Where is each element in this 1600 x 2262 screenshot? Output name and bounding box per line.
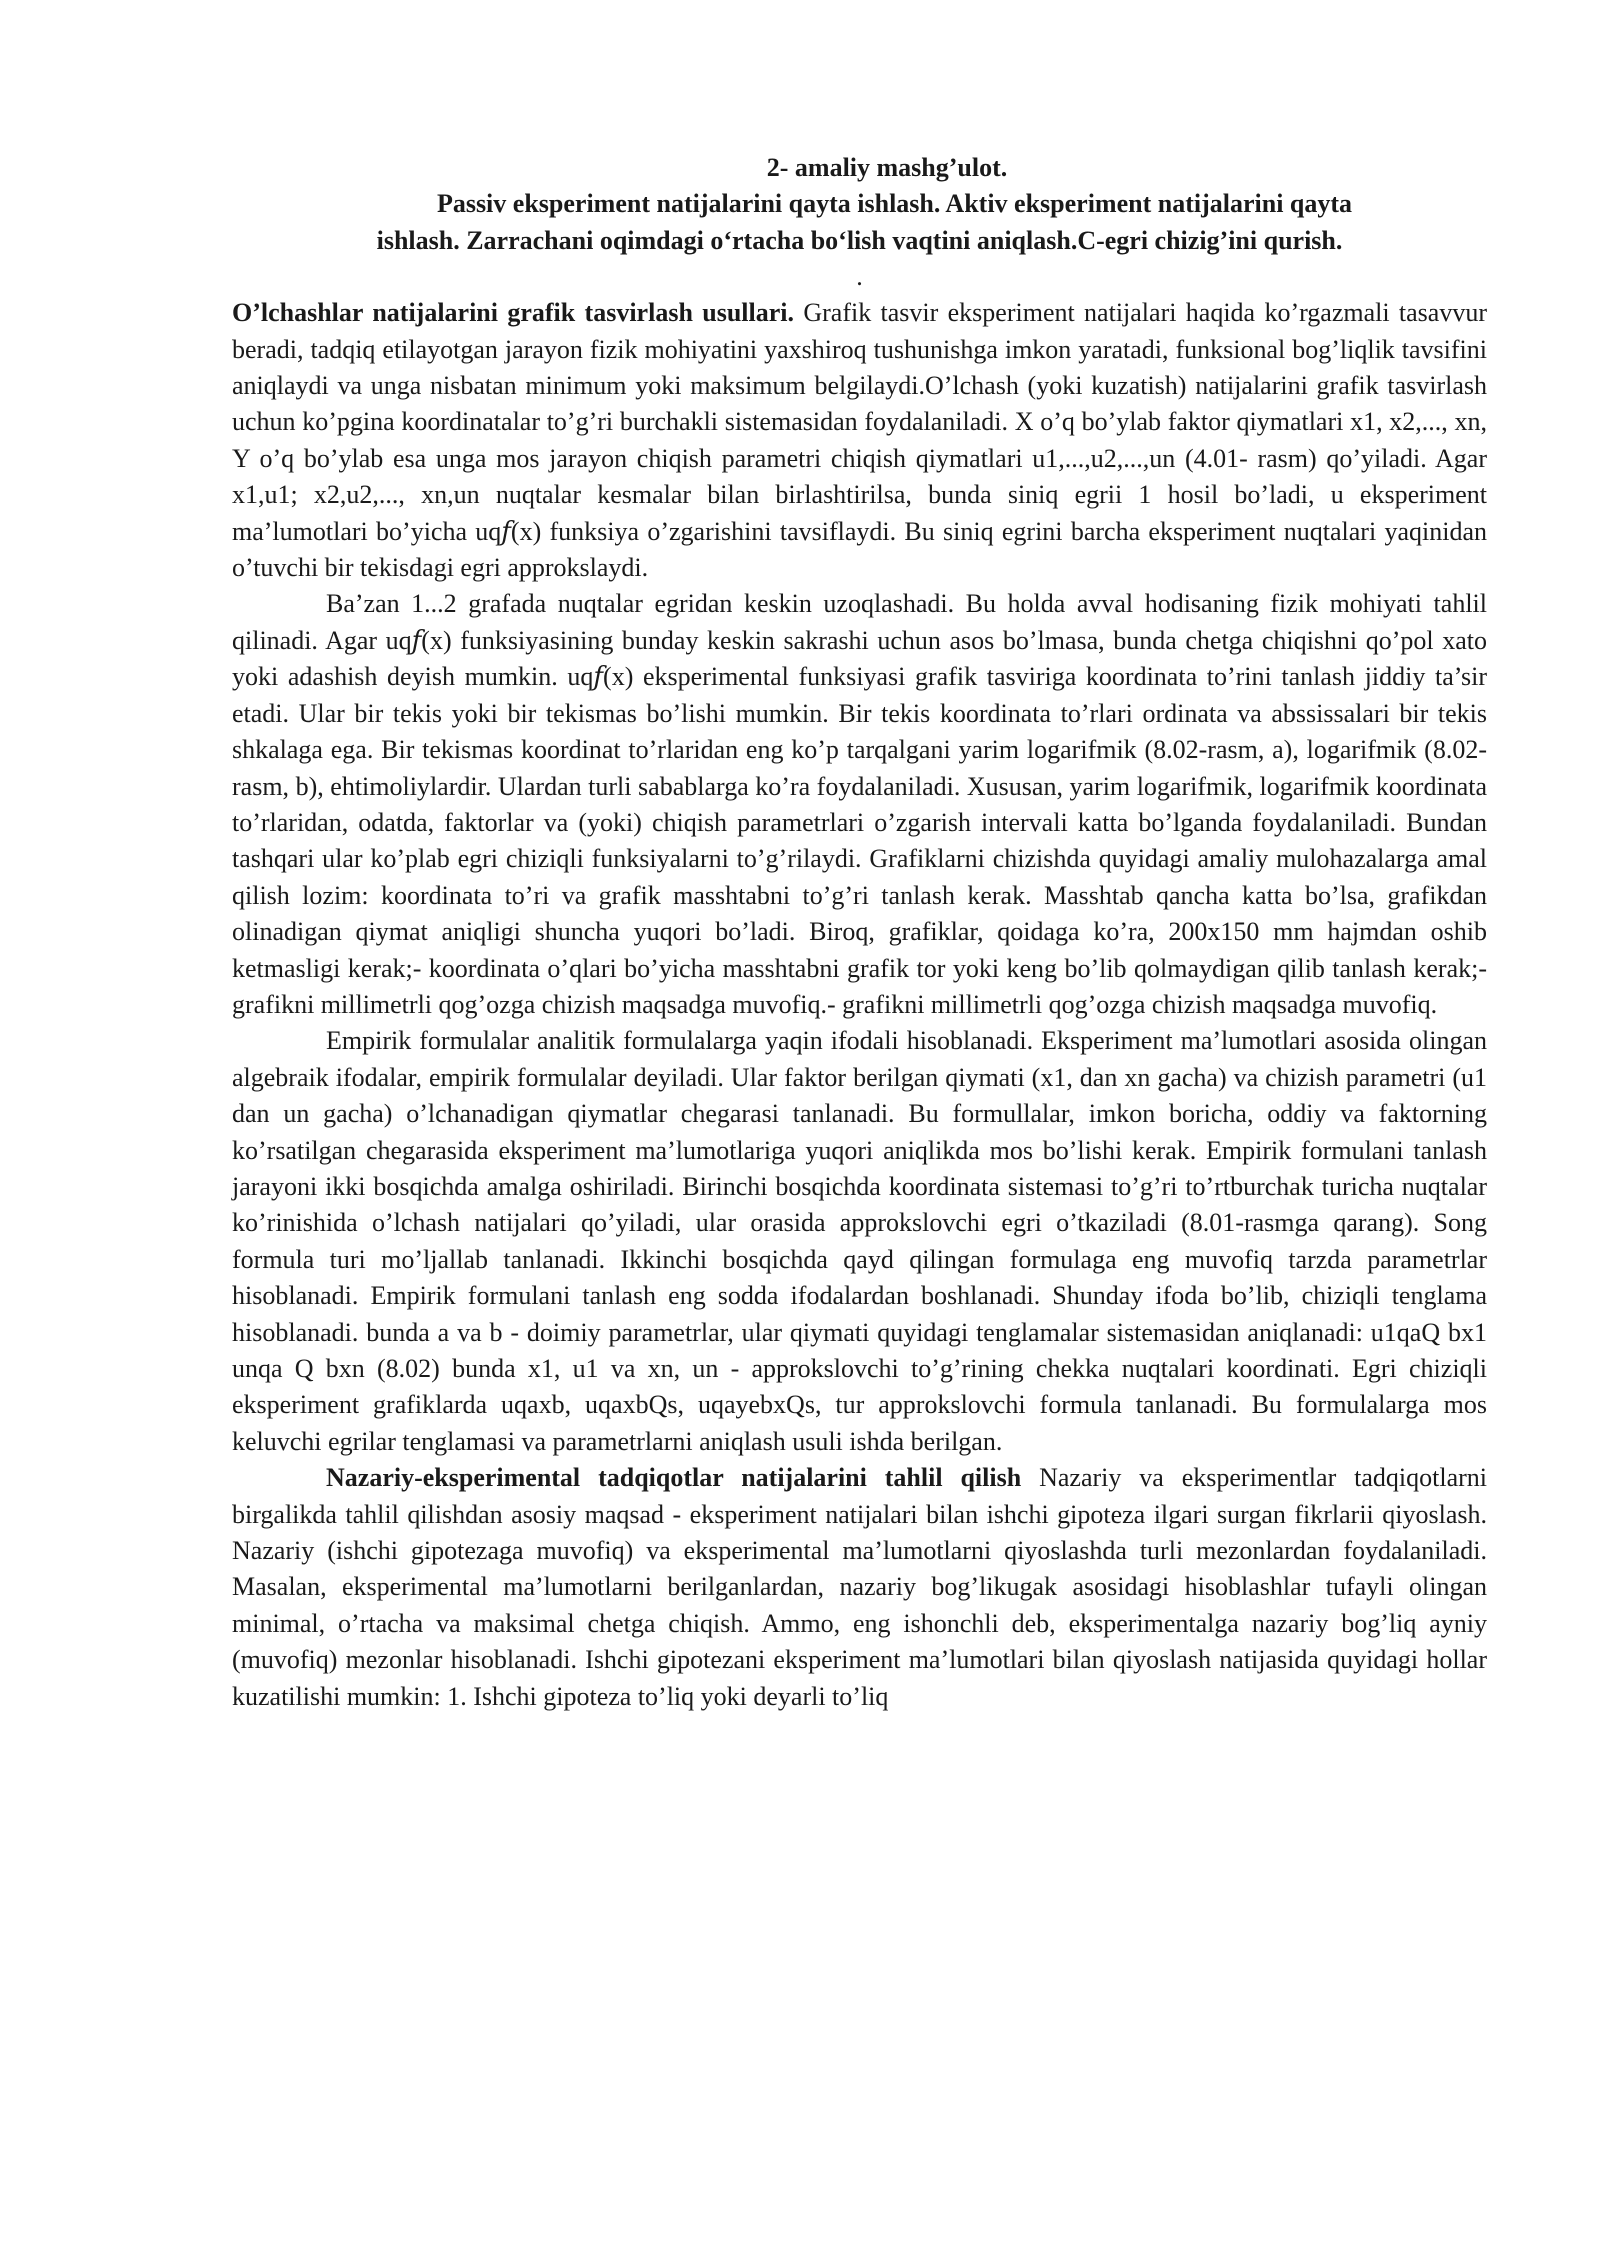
subtitle-line-1: Passiv eksperiment natijalarini qayta ishlash. Aktiv eksperiment natijalarini qayta [436, 189, 1353, 219]
subtitle-line-2: ishlash. Zarrachani oqimdagi oʻrtacha boʻlish vaqtini aniqlash.C-egri chizig’ini qurish. [376, 225, 1343, 255]
document-heading [232, 150, 1487, 295]
paragraph-empirical-formulas [232, 1023, 1487, 1460]
paragraph-deviations [232, 586, 1487, 1023]
paragraph-theoretical-analysis [232, 1460, 1487, 1715]
page-title: 2- amaliy mashg’ulot. [766, 153, 1008, 182]
section-heading-theoretical-analysis: Nazariy-eksperimental tadqiqotlar natijalarini tahlil qilish [326, 1463, 1022, 1493]
paragraph-graphic-methods [232, 295, 1487, 586]
heading-separator: . [856, 262, 863, 292]
paragraph-text: Grafik tasvir eksperiment natijalari haqida ko’rgazmali tasavvur beradi, tadqiq etilayotgan jarayon fizik mohiyatini yaxshiroq tushunishga imkon yaratadi, funksional bog’liqlik tavsifini aniqlaydi va unga nisbatan minimum yoki maksimum belgilaydi.O’lchash (yoki kuzatish) natijalarini grafik tasvirlash uchun ko’pgina koordinatalar to’g’ri burchakli sistemasidan foydalaniladi. X o’q bo’ylab faktor qiymatlari x1, x2,..., xn, Y o’q bo’ylab esa unga mos jarayon chiqish parametri chiqish qiymatlari u1,...,u2,...,un (4.01- rasm) qo’yiladi. Agar x1,u1; x2,u2,..., xn,un nuqtalar kesmalar bilan birlashtirilsa, bunda siniq egrii 1 hosil bo’ladi, u eksperiment ma’lumotlari bo’yicha uq𝑓(x) funksiya o’zgarishini tavsiflaydi. Bu siniq egrini barcha eksperiment nuqtalari yaqinidan o’tuvchi bir tekisdagi egri approkslaydi. [232, 298, 1488, 583]
paragraph-text: Nazariy va eksperimentlar tadqiqotlarni birgalikda tahlil qilishdan asosiy maqsad - eksperiment natijalari bilan ishchi gipoteza ilgari surgan fikrlarii qiyoslash. Nazariy (ishchi gipotezaga muvofiq) va eksperimental ma’lumotlarni qiyoslashda turli mezonlardan foydalaniladi. Masalan, eksperimental ma’lumotlarni berilganlardan, nazariy bog’likugak asosidagi hisoblashlar tufayli olingan minimal, o’rtacha va maksimal chetga chiqish. Ammo, eng ishonchli deb, eksperimentalga nazariy bog’liq ayniy (muvofiq) mezonlar hisoblanadi. Ishchi gipotezani eksperiment ma’lumotlari bilan qiyoslash natijasida quyidagi hollar kuzatilishi mumkin: 1. Ishchi gipoteza to’liq yoki deyarli to’liq [232, 1463, 1487, 1711]
document-page [232, 150, 1487, 1715]
paragraph-text: Empirik formulalar analitik formulalarga yaqin ifodali hisoblanadi. Eksperiment ma’lumotlari asosida olingan algebraik ifodalar, empirik formulalar deyiladi. Ular faktor berilgan qiymati (x1, dan xn gacha) va chizish parametri (u1 dan un gacha) o’lchanadigan qiymatlar chegarasi tanlanadi. Bu formullalar, imkon boricha, oddiy va faktorning ko’rsatilgan chegarasida eksperiment ma’lumotlariga yuqori aniqlikda mos bo’lishi kerak. Empirik formulani tanlash jarayoni ikki bosqichda amalga oshiriladi. Birinchi bosqichda koordinata sistemasi to’g’ri to’rtburchak turicha nuqtalar ko’rinishida o’lchash natijalari qo’yiladi, ular orasida approkslovchi egri o’tkaziladi (8.01-rasmga qarang). Song formula turi mo’ljallab tanlanadi. Ikkinchi bosqichda qayd qilingan formulaga eng muvofiq tarzda parametrlar hisoblanadi. Empirik formulani tanlash eng sodda ifodalardan boshlanadi. Shunday ifoda bo’lib, chiziqli tenglama hisoblanadi. bunda a va b - doimiy parametrlar, ular qiymati quyidagi tenglamalar sistemasidan aniqlanadi: u1qaQ bx1 unqa Q bxn (8.02) bunda x1, u1 va xn, un - approkslovchi to’g’rining chekka nuqtalari koordinati. Egri chiziqli eksperiment grafiklarda uqaxb, uqaxbQs, uqayebxQs, tur approkslovchi formula tanlanadi. Bu formulalarga mos keluvchi egrilar tenglamasi va parametrlarni aniqlash usuli ishda berilgan. [232, 1026, 1487, 1456]
paragraph-text: Ba’zan 1...2 grafada nuqtalar egridan keskin uzoqlashadi. Bu holda avval hodisaning fizik mohiyati tahlil qilinadi. Agar uq𝑓(x) funksiyasining bunday keskin sakrashi uchun asos bo’lmasa, bunda chetga chiqishni qo’pol xato yoki adashish deyish mumkin. uq𝑓(x) eksperimental funksiyasi grafik tasviriga koordinata to’rini tanlash jiddiy ta’sir etadi. Ular bir tekis yoki bir tekismas bo’lishi mumkin. Bir tekis koordinata to’rlari ordinata va abssissalari bir tekis shkalaga ega. Bir tekismas koordinat to’rlaridan eng ko’p tarqalgani yarim logarifmik (8.02-rasm, a), logarifmik (8.02-rasm, b), ehtimoliylardir. Ulardan turli sabablarga ko’ra foydalaniladi. Xususan, yarim logarifmik, logarifmik koordinata to’rlaridan, odatda, faktorlar va (yoki) chiqish parametrlari o’zgarish intervali katta bo’lganda foydalaniladi. Bundan tashqari ular ko’plab egri chiziqli funksiyalarni to’g’rilaydi. Grafiklarni chizishda quyidagi amaliy mulohazalarga amal qilish lozim: koordinata to’ri va grafik masshtabni to’g’ri tanlash kerak. Masshtab qancha katta bo’lsa, grafikdan olinadigan qiymat aniqligi shuncha yuqori bo’ladi. Biroq, grafiklar, qoidaga ko’ra, 200x150 mm hajmdan oshib ketmasligi kerak;- koordinata o’qlari bo’yicha masshtabni grafik tor yoki keng bo’lib qolmaydigan qilib tanlash kerak;- grafikni millimetrli qog’ozga chizish maqsadga muvofiq.- grafikni millimetrli qog’ozga chizish maqsadga muvofiq. [232, 589, 1487, 1019]
section-heading-graphic-methods: O’lchashlar natijalarini grafik tasvirlash usullari. [232, 298, 794, 328]
